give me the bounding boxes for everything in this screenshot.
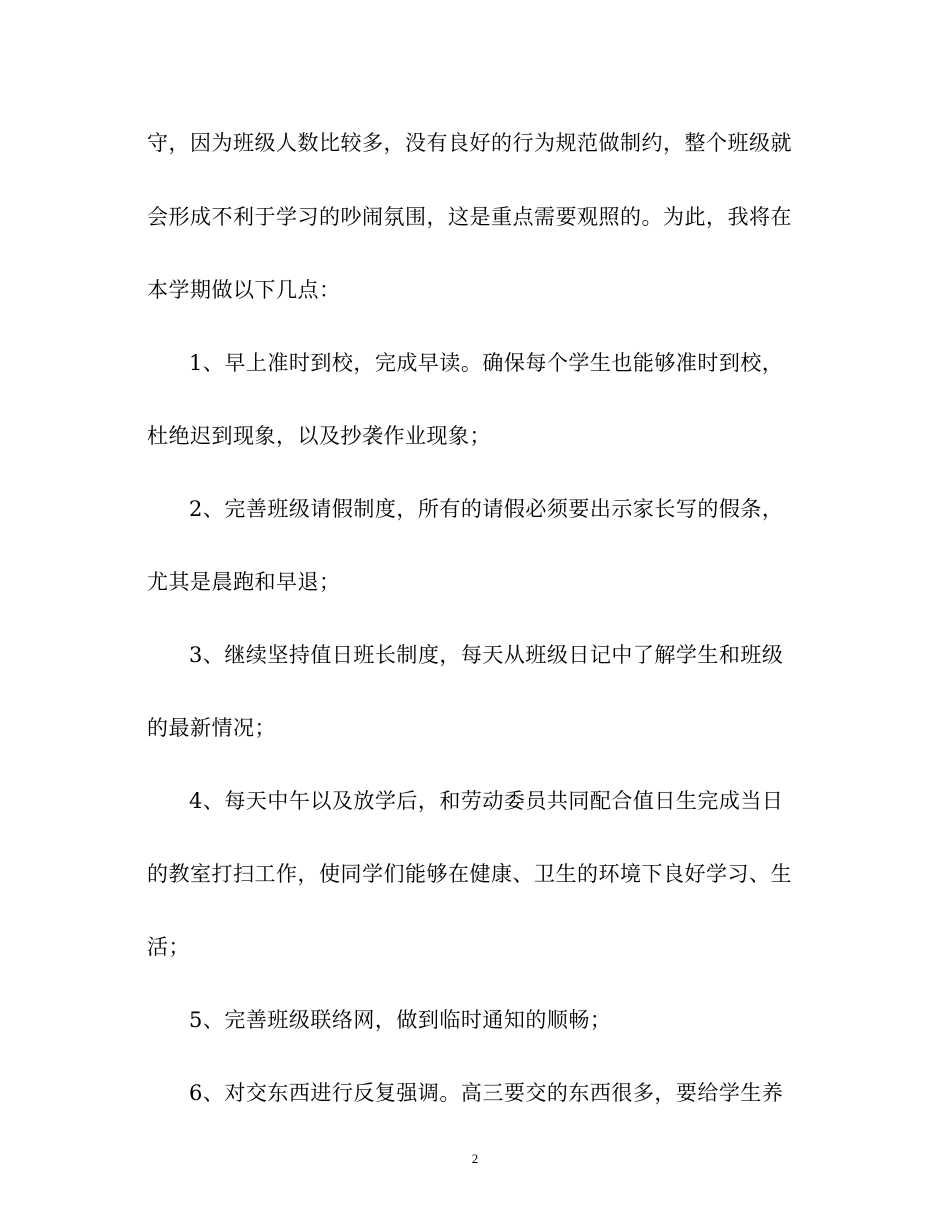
list-item-3: 3、继续坚持值日班长制度，每天从班级日记中了解学生和班级 bbox=[189, 643, 784, 667]
body-text-line: 杜绝迟到现象，以及抄袭作业现象； bbox=[147, 424, 491, 448]
body-text-line: 的最新情况； bbox=[147, 716, 276, 740]
body-text-line: 的教室打扫工作，使同学们能够在健康、卫生的环境下良好学习、生 bbox=[147, 862, 792, 886]
list-item-2: 2、完善班级请假制度，所有的请假必须要出示家长写的假条， bbox=[189, 497, 784, 521]
body-text-line: 尤其是晨跑和早退； bbox=[147, 570, 341, 594]
body-text-line: 本学期做以下几点： bbox=[147, 278, 341, 302]
list-item-4: 4、每天中午以及放学后，和劳动委员共同配合值日生完成当日 bbox=[189, 789, 784, 813]
list-item-5: 5、完善班级联络网，做到临时通知的顺畅； bbox=[189, 1008, 612, 1032]
body-text-line: 活； bbox=[147, 935, 190, 959]
list-item-1: 1、早上准时到校，完成早读。确保每个学生也能够准时到校， bbox=[189, 351, 784, 375]
list-item-6: 6、对交东西进行反复强调。高三要交的东西很多，要给学生养 bbox=[189, 1081, 784, 1105]
body-text-line: 会形成不利于学习的吵闹氛围，这是重点需要观照的。为此，我将在 bbox=[147, 205, 792, 229]
page-number: 2 bbox=[471, 1151, 479, 1166]
body-text-line: 守，因为班级人数比较多，没有良好的行为规范做制约，整个班级就 bbox=[147, 131, 792, 155]
